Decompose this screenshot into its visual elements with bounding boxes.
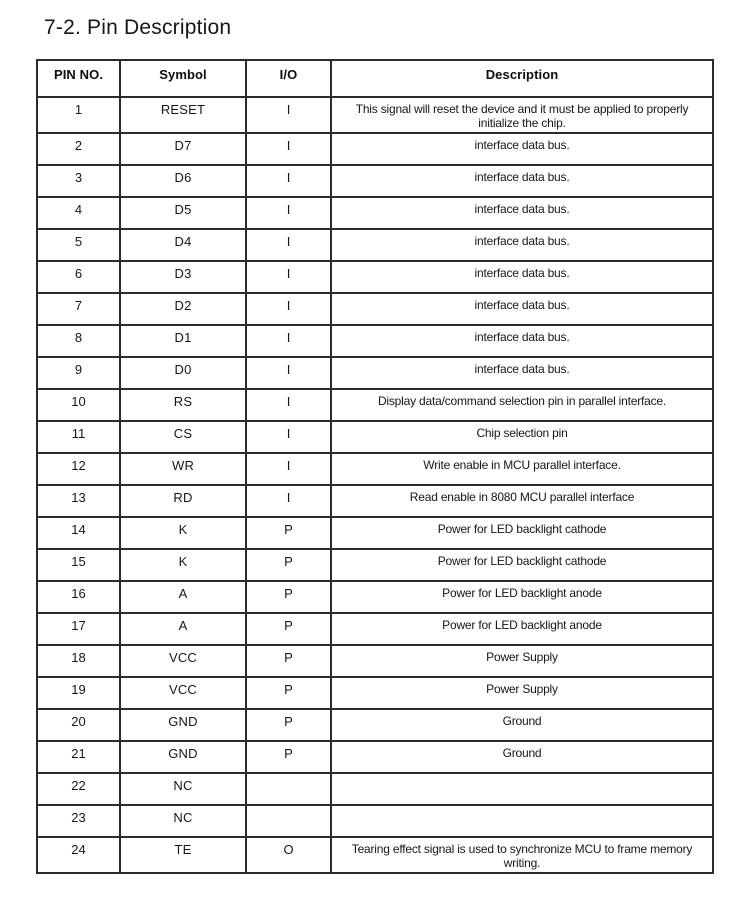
pin-cell: 7 [37,293,120,325]
description-cell: interface data bus. [331,261,713,293]
io-cell: I [246,389,331,421]
symbol-cell: D6 [120,165,246,197]
io-cell: I [246,261,331,293]
table-row [37,581,713,613]
table-row [37,197,713,229]
description-cell: Write enable in MCU parallel interface. [331,453,713,485]
symbol-cell: A [120,613,246,645]
io-cell: I [246,97,331,133]
pin-cell: 22 [37,773,120,805]
pin-cell: 10 [37,389,120,421]
pin-cell: 13 [37,485,120,517]
symbol-cell: D3 [120,261,246,293]
symbol-cell: CS [120,421,246,453]
symbol-cell: RESET [120,97,246,133]
symbol-cell: K [120,517,246,549]
symbol-cell: D7 [120,133,246,165]
description-cell: interface data bus. [331,357,713,389]
description-cell: interface data bus. [331,229,713,261]
description-cell [331,805,713,837]
table-row [37,805,713,837]
description-cell: Power Supply [331,645,713,677]
io-cell: I [246,229,331,261]
table-row [37,549,713,581]
table-row [37,357,713,389]
table-row [37,645,713,677]
io-cell: I [246,485,331,517]
symbol-cell: D4 [120,229,246,261]
pin-cell: 21 [37,741,120,773]
table-row [37,741,713,773]
symbol-cell: A [120,581,246,613]
pin-cell: 9 [37,357,120,389]
page-title: 7-2. Pin Description [44,16,232,39]
symbol-cell: VCC [120,677,246,709]
pin-cell: 16 [37,581,120,613]
pin-cell: 2 [37,133,120,165]
description-cell: Power for LED backlight cathode [331,517,713,549]
table-row [37,613,713,645]
pin-cell: 1 [37,97,120,133]
pin-cell: 4 [37,197,120,229]
description-cell: interface data bus. [331,165,713,197]
io-cell: P [246,741,331,773]
io-cell: I [246,165,331,197]
symbol-cell: D5 [120,197,246,229]
description-cell: Tearing effect signal is used to synchronize MCU to frame memory writing. [331,837,713,873]
table-row [37,773,713,805]
symbol-cell: GND [120,709,246,741]
pin-cell: 14 [37,517,120,549]
symbol-cell: WR [120,453,246,485]
symbol-cell: TE [120,837,246,873]
header-description: Description [331,60,713,97]
description-cell: Power for LED backlight cathode [331,549,713,581]
symbol-cell: NC [120,773,246,805]
table-header-row [37,60,713,97]
pin-cell: 19 [37,677,120,709]
io-cell: I [246,453,331,485]
io-cell: P [246,613,331,645]
pin-cell: 6 [37,261,120,293]
table-row [37,229,713,261]
io-cell [246,805,331,837]
description-cell: Ground [331,741,713,773]
description-cell: Power for LED backlight anode [331,581,713,613]
symbol-cell: D0 [120,357,246,389]
description-cell: Ground [331,709,713,741]
table-header [37,60,713,97]
description-cell: Read enable in 8080 MCU parallel interface [331,485,713,517]
table-row [37,261,713,293]
pin-cell: 15 [37,549,120,581]
pin-cell: 11 [37,421,120,453]
table-row [37,325,713,357]
symbol-cell: D2 [120,293,246,325]
description-cell: interface data bus. [331,197,713,229]
description-cell: Chip selection pin [331,421,713,453]
pin-cell: 23 [37,805,120,837]
io-cell [246,773,331,805]
table-row [37,837,713,873]
io-cell: I [246,197,331,229]
io-cell: I [246,325,331,357]
description-cell: interface data bus. [331,325,713,357]
io-cell: I [246,133,331,165]
pin-cell: 8 [37,325,120,357]
header-io: I/O [246,60,331,97]
table-row [37,517,713,549]
symbol-cell: RS [120,389,246,421]
symbol-cell: GND [120,741,246,773]
table-row [37,165,713,197]
description-cell: Display data/command selection pin in parallel interface. [331,389,713,421]
io-cell: I [246,357,331,389]
pin-cell: 12 [37,453,120,485]
table-row [37,485,713,517]
header-symbol: Symbol [120,60,246,97]
description-cell: Power for LED backlight anode [331,613,713,645]
pin-cell: 17 [37,613,120,645]
symbol-cell: K [120,549,246,581]
table-row [37,133,713,165]
pin-cell: 24 [37,837,120,873]
io-cell: P [246,549,331,581]
description-cell: Power Supply [331,677,713,709]
table-row [37,677,713,709]
description-cell: interface data bus. [331,293,713,325]
pin-cell: 5 [37,229,120,261]
io-cell: P [246,517,331,549]
header-pin-no: PIN NO. [37,60,120,97]
io-cell: O [246,837,331,873]
table-row [37,97,713,133]
description-cell [331,773,713,805]
pin-cell: 18 [37,645,120,677]
symbol-cell: NC [120,805,246,837]
io-cell: P [246,677,331,709]
io-cell: I [246,293,331,325]
symbol-cell: D1 [120,325,246,357]
table-row [37,709,713,741]
symbol-cell: VCC [120,645,246,677]
pin-cell: 3 [37,165,120,197]
table-row [37,421,713,453]
description-cell: interface data bus. [331,133,713,165]
io-cell: P [246,645,331,677]
table-row [37,293,713,325]
table-row [37,389,713,421]
symbol-cell: RD [120,485,246,517]
pin-cell: 20 [37,709,120,741]
io-cell: P [246,709,331,741]
pin-description-table [36,59,714,874]
io-cell: I [246,421,331,453]
description-cell: This signal will reset the device and it must be applied to properly initialize the chip. [331,97,713,133]
io-cell: P [246,581,331,613]
pin-table-body [37,97,713,873]
table-row [37,453,713,485]
